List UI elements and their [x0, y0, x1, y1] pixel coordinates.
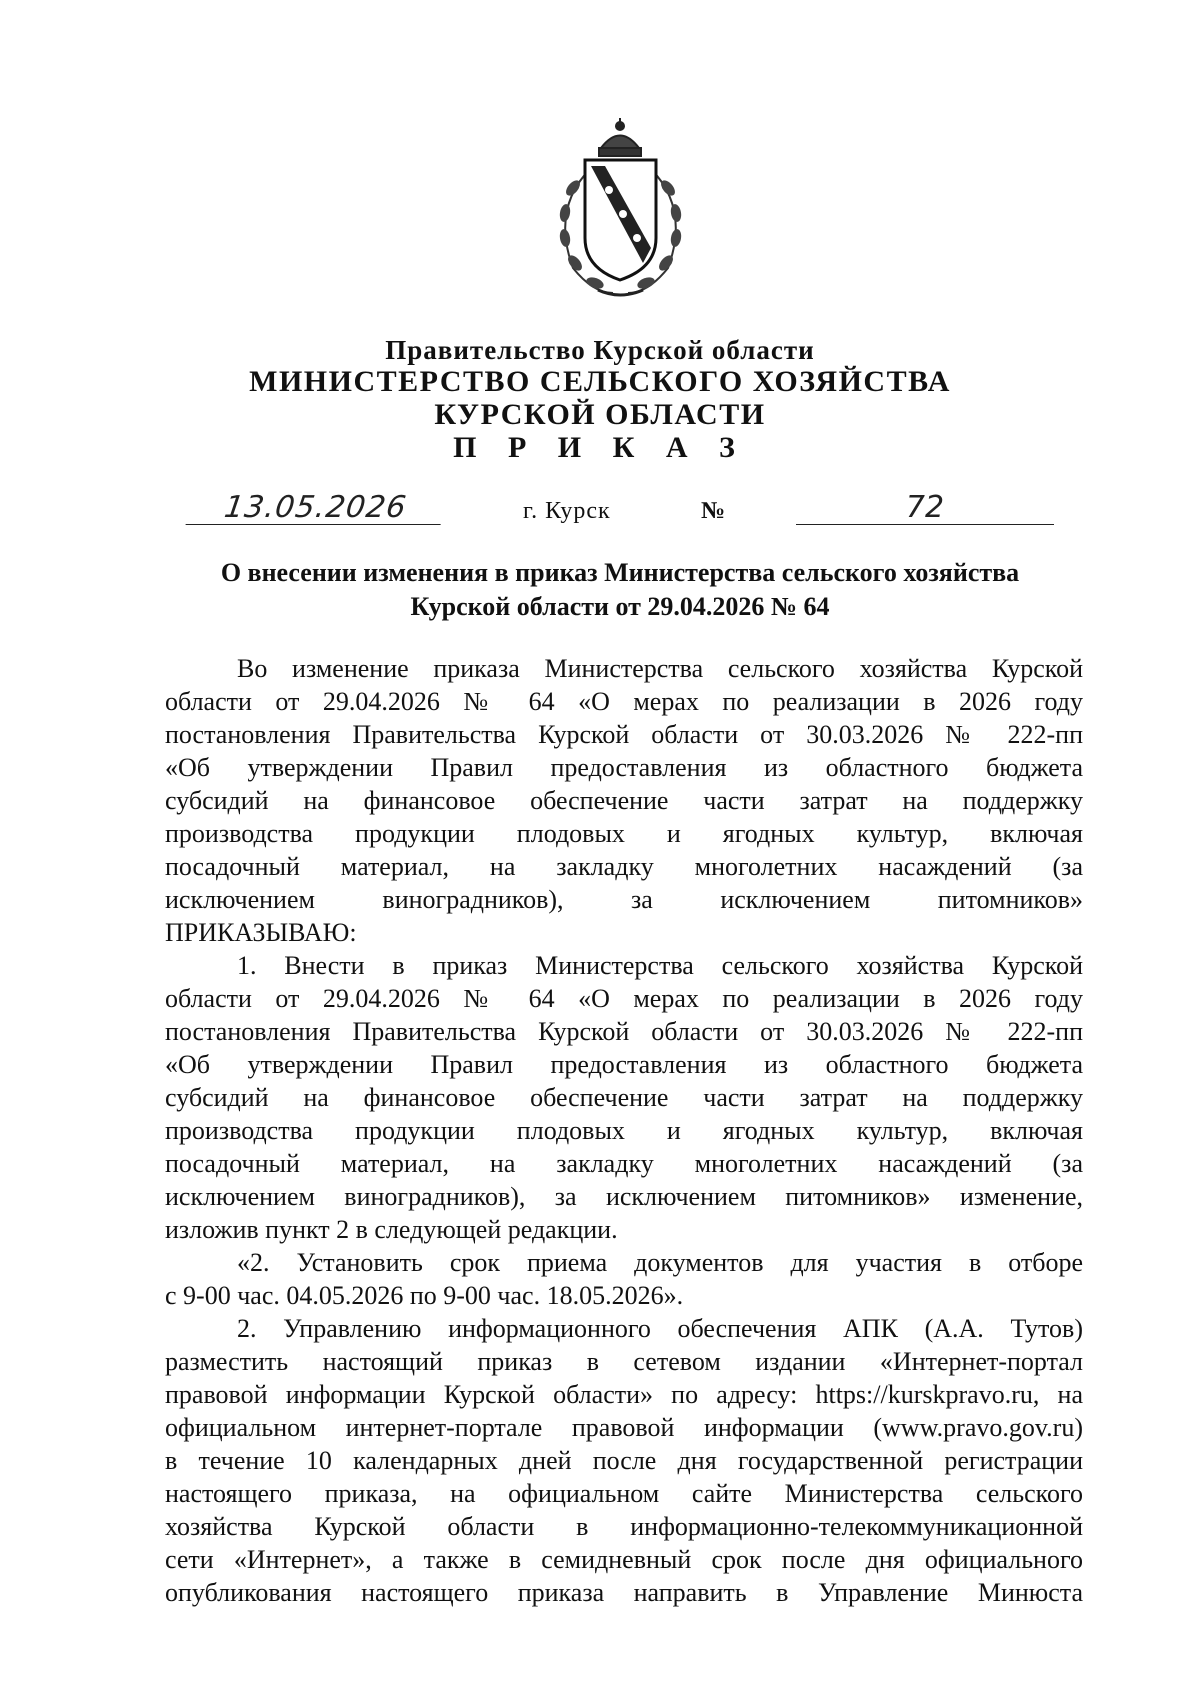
body-line: производства продукции плодовых и ягодных культур, включая — [165, 819, 1083, 848]
document-city: г. Курск — [523, 498, 611, 524]
body-line: «Об утверждении Правил предоставления из областного бюджета — [165, 753, 1083, 782]
body-line: области от 29.04.2026 № 64 «О мерах по реализации в 2026 году — [165, 687, 1083, 716]
document-title-line1: О внесении изменения в приказ Министерства сельского хозяйства — [220, 558, 1020, 587]
body-line: Во изменение приказа Министерства сельского хозяйства Курской — [237, 654, 1083, 683]
body-line: постановления Правительства Курской области от 30.03.2026 № 222-пп — [165, 720, 1083, 749]
document-number: 72 — [796, 490, 1054, 525]
body-line: разместить настоящий приказ в сетевом издании «Интернет-портал — [165, 1347, 1083, 1376]
body-line: изложив пункт 2 в следующей редакции. — [165, 1215, 618, 1244]
body-line: посадочный материал, на закладку многолетних насаждений (за — [165, 852, 1083, 881]
document-title-line2: Курской области от 29.04.2026 № 64 — [410, 592, 830, 621]
ministry-name-line1: МИНИСТЕРСТВО СЕЛЬСКОГО ХОЗЯЙСТВА — [249, 365, 951, 398]
number-sign: № — [701, 498, 726, 524]
body-line: «2. Установить срок приема документов для участия в отборе — [237, 1248, 1083, 1277]
body-line: производства продукции плодовых и ягодных культур, включая — [165, 1116, 1083, 1145]
body-line: опубликования настоящего приказа направить в Управление Минюста — [165, 1578, 1083, 1607]
body-line: хозяйства Курской области в информационно-телекоммуникационной — [165, 1512, 1083, 1541]
body-line: области от 29.04.2026 № 64 «О мерах по реализации в 2026 году — [165, 984, 1083, 1013]
body-line: ПРИКАЗЫВАЮ: — [165, 918, 357, 947]
body-line: 1. Внести в приказ Министерства сельского хозяйства Курской — [237, 951, 1083, 980]
coat-of-arms-emblem — [543, 118, 698, 303]
body-line: в течение 10 календарных дней после дня государственной регистрации — [165, 1446, 1083, 1475]
body-line: «Об утверждении Правил предоставления из областного бюджета — [165, 1050, 1083, 1079]
body-line: 2. Управлению информационного обеспечения АПК (А.А. Тутов) — [237, 1314, 1083, 1343]
body-line: исключением виноградников), за исключением питомников» — [165, 885, 1083, 914]
body-line: правовой информации Курской области» по адресу: https://kurskpravo.ru, на — [165, 1380, 1083, 1409]
body-line: сети «Интернет», а также в семидневный срок после дня официального — [165, 1545, 1083, 1574]
body-line: с 9-00 час. 04.05.2026 по 9-00 час. 18.05.2026». — [165, 1281, 684, 1310]
body-line: настоящего приказа, на официальном сайте Министерства сельского — [165, 1479, 1083, 1508]
body-line: официальном интернет-портале правовой информации (www.pravo.gov.ru) — [165, 1413, 1083, 1442]
government-name: Правительство Курской области — [385, 335, 815, 365]
body-line: постановления Правительства Курской области от 30.03.2026 № 222-пп — [165, 1017, 1083, 1046]
body-line: субсидий на финансовое обеспечение части затрат на поддержку — [165, 1083, 1083, 1112]
document-type: П Р И К А З — [453, 431, 747, 464]
body-line: субсидий на финансовое обеспечение части затрат на поддержку — [165, 786, 1083, 815]
document-date: 13.05.2026 — [186, 490, 446, 525]
body-line: посадочный материал, на закладку многолетних насаждений (за — [165, 1149, 1083, 1178]
ministry-name-line2: КУРСКОЙ ОБЛАСТИ — [434, 398, 766, 431]
body-line: исключением виноградников), за исключением питомников» изменение, — [165, 1182, 1083, 1211]
